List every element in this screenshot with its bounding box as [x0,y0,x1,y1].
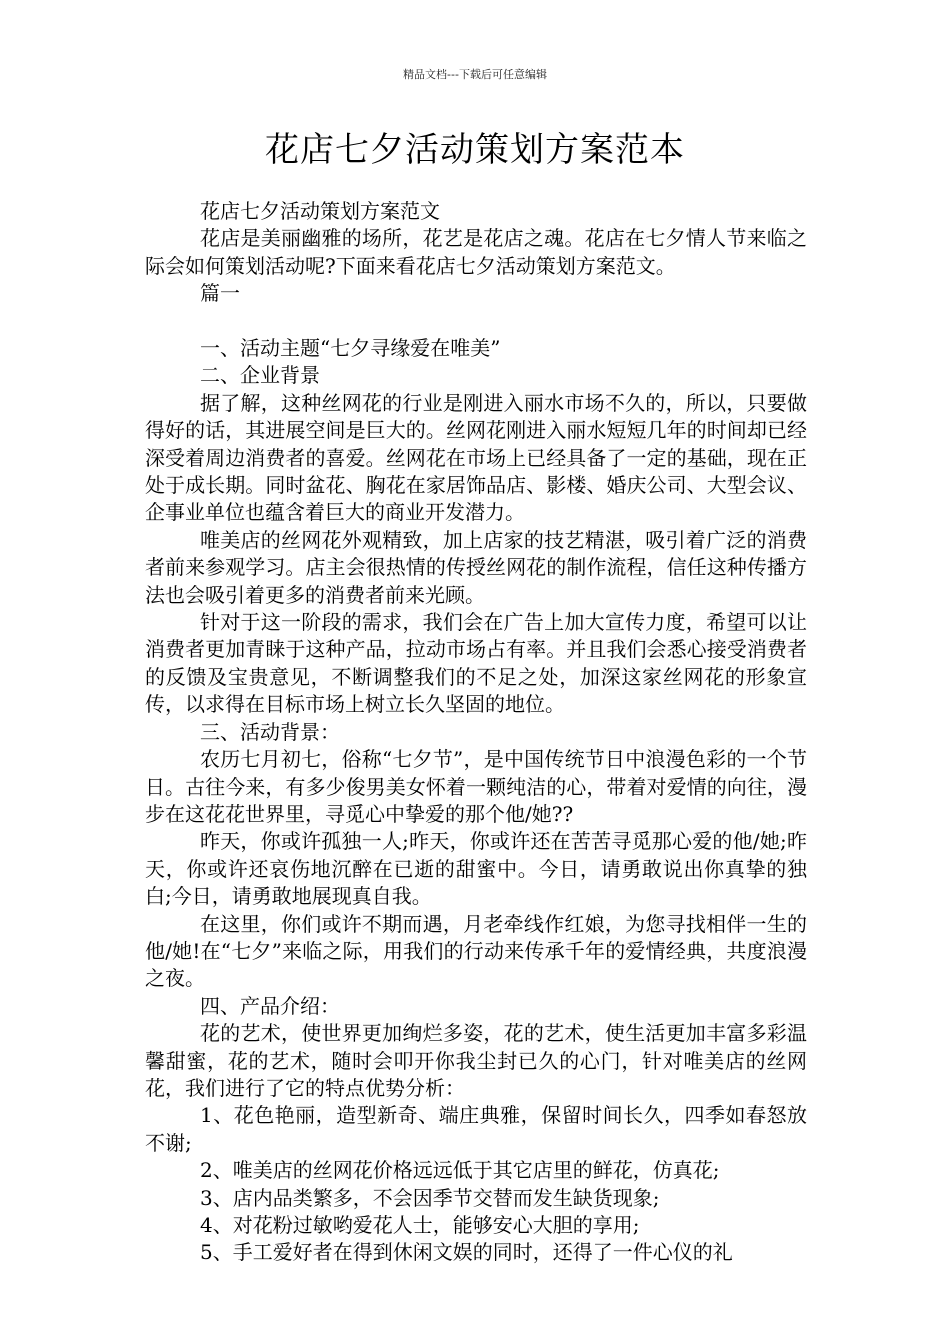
paragraph: 花的艺术，使世界更加绚烂多姿，花的艺术，使生活更加丰富多彩温馨甜蜜，花的艺术，随时会叩开你我尘封已久的心门，针对唯美店的丝网花，我们进行了它的特点优势分析： [145,1021,807,1100]
paragraph: 花店七夕活动策划方案范文 [200,199,440,223]
paragraph: 篇一 [200,281,240,306]
list-item: 5、手工爱好者在得到休闲文娱的同时，还得了一件心仪的礼 [200,1240,733,1265]
paragraph: 农历七月初七，俗称“七夕节”，是中国传统节日中浪漫色彩的一个节日。古往今来，有多少俊男美女怀着一颗纯洁的心，带着对爱情的向往，漫步在这花花世界里，寻觅心中挚爱的那个他/她?? [145,747,807,826]
paragraph: 唯美店的丝网花外观精致，加上店家的技艺精湛，吸引着广泛的消费者前来参观学习。店主会很热情的传授丝网花的制作流程，信任这种传播方法也会吸引着更多的消费者前来光顾。 [145,527,807,607]
header-note: 精品文档---下载后可任意编辑 [403,68,547,81]
document-body [145,198,807,1267]
document-title: 花店七夕活动策划方案范本 [265,130,685,170]
list-item: 1、花色艳丽，造型新奇、端庄典雅，保留时间长久，四季如春怒放不谢; [145,1103,807,1155]
paragraph: 在这里，你们或许不期而遇，月老牵线作红娘，为您寻找相伴一生的他/她!在“七夕”来临之际，用我们的行动来传承千年的爱情经典，共度浪漫之夜。 [145,911,807,991]
list-item: 2、唯美店的丝网花价格远远低于其它店里的鲜花，仿真花; [200,1158,720,1183]
blank-line [145,308,807,335]
paragraph: 花店是美丽幽雅的场所，花艺是花店之魂。花店在七夕情人节来临之际会如何策划活动呢?下面来看花店七夕活动策划方案范文。 [145,226,807,278]
section-heading: 四、产品介绍： [200,993,340,1018]
list-item: 3、店内品类繁多，不会因季节交替而发生缺货现象; [200,1185,660,1210]
paragraph: 昨天，你或许孤独一人;昨天，你或许还在苦苦寻觅那心爱的他/她;昨天，你或许还哀伤地沉醉在已逝的甜蜜中。今日，请勇敢说出你真挚的独白;今日，请勇敢地展现真自我。 [145,829,807,909]
section-heading: 二、企业背景 [200,363,320,388]
paragraph: 据了解，这种丝网花的行业是刚进入丽水市场不久的，所以，只要做得好的话，其进展空间是巨大的。丝网花刚进入丽水短短几年的时间却已经深受着周边消费者的喜爱。丝网花在市场上已经具备了一定的基础，现在正处于成长期。同时盆花、胸花在家居饰品店、影楼、婚庆公司、大型会议、企事业单位也蕴含着巨大的商业开发潜力。 [145,390,807,525]
section-heading: 一、活动主题“七夕寻缘爱在唯美” [200,336,501,361]
paragraph: 针对于这一阶段的需求，我们会在广告上加大宣传力度，希望可以让消费者更加青睐于这种产品，拉动市场占有率。并且我们会悉心接受消费者的反馈及宝贵意见，不断调整我们的不足之处，加深这家丝网花的形象宣传，以求得在目标市场上树立长久坚固的地位。 [145,610,807,717]
list-item: 4、对花粉过敏哟爱花人士，能够安心大胆的享用; [200,1213,640,1238]
section-heading: 三、活动背景： [200,719,340,744]
